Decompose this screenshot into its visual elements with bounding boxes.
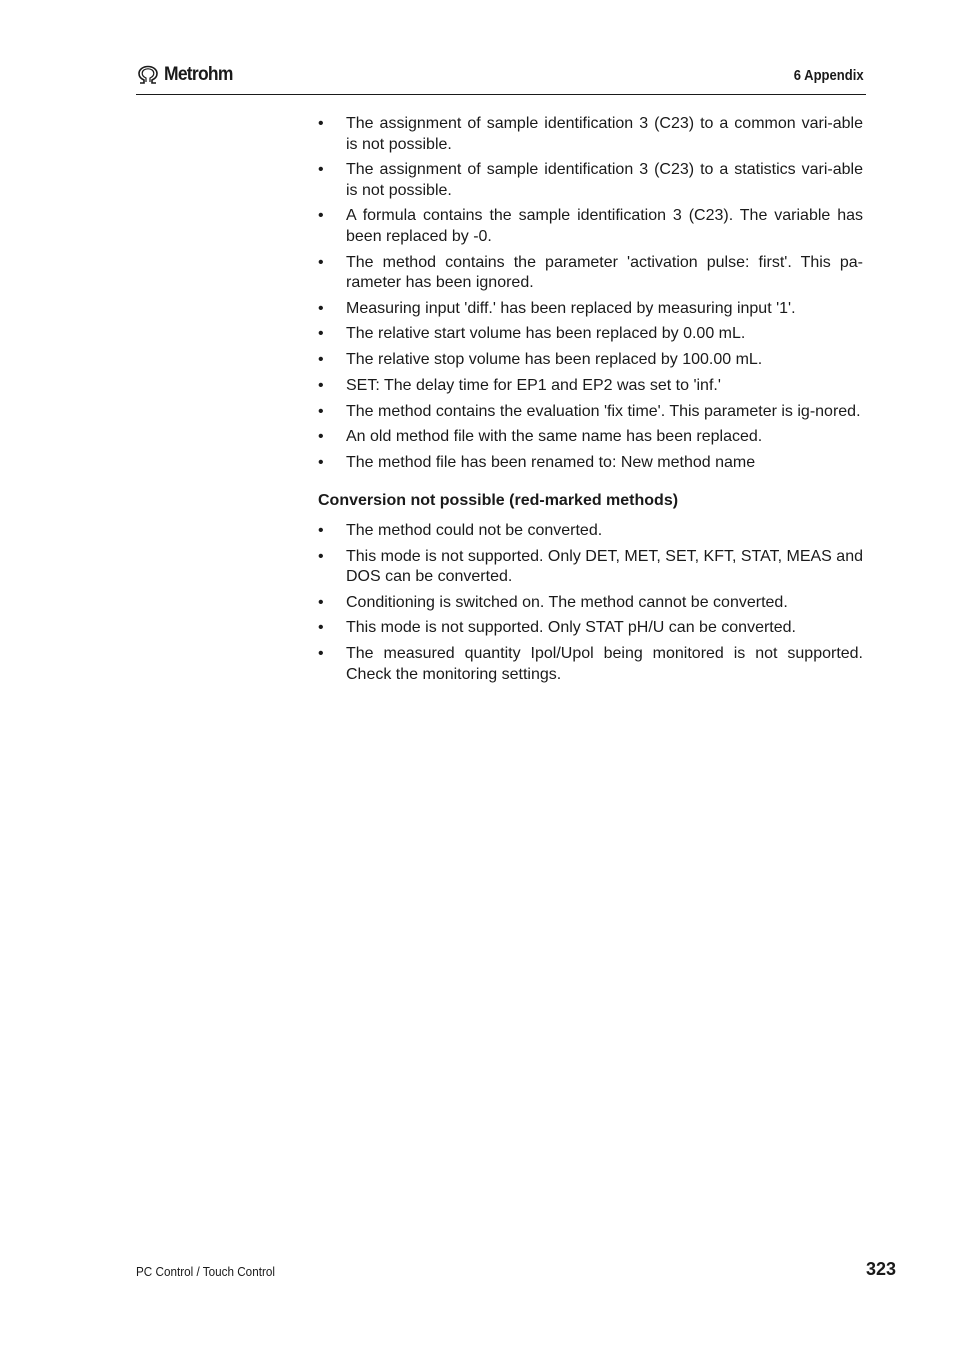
section-title: 6 Appendix [794,68,864,84]
brand-name: Metrohm [164,64,233,85]
brand-logo [136,64,239,86]
list-item [318,453,863,474]
bullet-icon: • [318,428,324,446]
list-item-text: The method contains the parameter 'activation pulse: first'. This pa-rameter has been ignored. [346,253,863,292]
list-item-text: Conditioning is switched on. The method cannot be converted. [346,593,788,611]
list-item-text: The assignment of sample identification 3 (C23) to a common vari-able is not possible. [346,115,863,153]
bullet-icon: • [318,351,324,369]
bullet-icon: • [318,161,324,179]
list-item [318,206,863,247]
bullet-icon: • [318,115,324,132]
list-item-text: The relative start volume has been replaced by 0.00 mL. [346,325,746,343]
list-item-text: An old method file with the same name has been replaced. [346,428,763,446]
bullet-icon: • [318,325,324,343]
list-item [318,253,863,294]
list-item [318,547,863,588]
list-item-text: The assignment of sample identification 3 (C23) to a statistics vari-able is not possible. [346,161,863,199]
list-item [318,618,863,639]
bullet-icon: • [318,521,324,539]
list-item [318,644,863,685]
list-item [318,350,863,371]
main-content [318,114,863,690]
list-item-text: The method contains the evaluation 'fix time'. This parameter is ig-nored. [346,402,861,420]
list-item [318,160,863,201]
bullet-icon: • [318,645,324,663]
page-number: 323 [865,1259,896,1279]
list-item [318,402,863,423]
bullet-icon: • [318,402,324,420]
bullet-icon: • [318,619,324,637]
list-item-text: A formula contains the sample identification 3 (C23). The variable has been replaced by -0. [346,207,863,245]
section-heading: Conversion not possible (red-marked methods) [318,492,679,510]
conversion-not-possible-list [318,521,863,685]
list-item [318,299,863,320]
bullet-icon: • [318,376,324,394]
omega-logo-icon [136,65,160,85]
page-header [136,60,866,95]
bullet-icon: • [318,207,324,225]
list-item-text: SET: The delay time for EP1 and EP2 was set to 'inf.' [346,376,721,394]
list-item-text: The method file has been renamed to: New method name [346,453,756,471]
bullet-icon: • [318,593,324,611]
list-item [318,427,863,448]
bullet-icon: • [318,253,324,271]
list-item-text: The measured quantity Ipol/Upol being monitored is not supported. Check the monitoring settings. [346,645,863,683]
bullet-icon: • [318,453,324,471]
list-item-text: This mode is not supported. Only DET, MET, SET, KFT, STAT, MEAS and DOS can be converted. [346,547,863,586]
conversion-messages-list [318,114,863,473]
list-item-text: Measuring input 'diff.' has been replaced by measuring input '1'. [346,299,796,317]
list-item-text: The relative stop volume has been replaced by 100.00 mL. [346,351,763,369]
list-item [318,376,863,397]
footer-product-name: PC Control / Touch Control [136,1264,275,1279]
list-item [318,521,863,542]
list-item-text: The method could not be converted. [346,521,603,539]
bullet-icon: • [318,299,324,317]
list-item [318,593,863,614]
list-item-text: This mode is not supported. Only STAT pH/U can be converted. [346,619,796,637]
list-item [318,324,863,345]
list-item [318,114,863,155]
bullet-icon: • [318,547,324,565]
